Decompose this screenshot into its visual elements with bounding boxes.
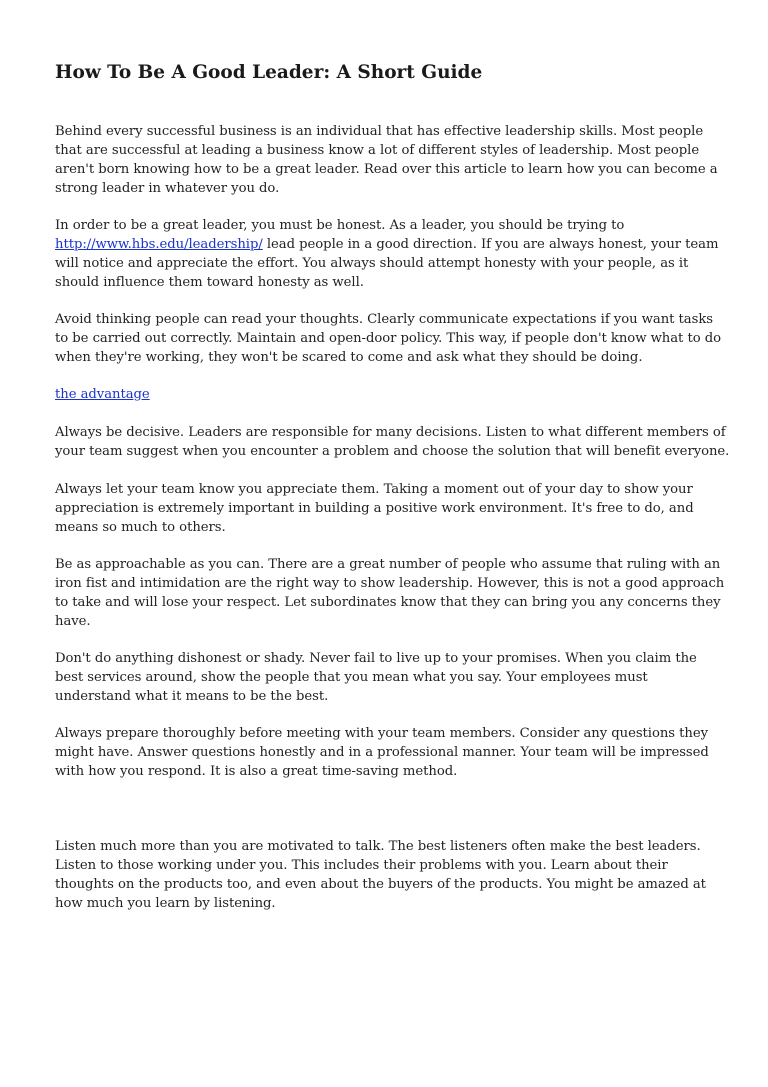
paragraph-intro: [55, 123, 718, 199]
paragraph-appreciate: [55, 481, 694, 538]
text-line: Be as approachable as you can. There are a great number of people who assume that ruling with an: [55, 557, 721, 572]
text-line: iron fist and intimidation are the right way to show leadership. However, this is not a good approach: [55, 575, 725, 591]
text-line: might have. Answer questions honestly and in a professional manner. Your team will be impressed: [55, 744, 709, 760]
text-line: will notice and appreciate the effort. You always should attempt honesty with your people, as it: [55, 255, 689, 271]
text-line: Listen much more than you are motivated to talk. The best listeners often make the best leaders.: [55, 839, 701, 854]
text-line: understand what it means to be the best.: [55, 688, 329, 704]
text-line: to take and will lose your respect. Let subordinates know that they can bring you any concerns they: [55, 594, 721, 610]
text-line: thoughts on the products too, and even about the buyers of the products. You might be amazed at: [55, 876, 706, 892]
text-line: Always let your team know you appreciate them. Taking a moment out of your day to show your: [55, 482, 693, 497]
the-advantage-link[interactable]: the advantage: [55, 387, 150, 402]
text-line: how much you learn by listening.: [55, 895, 276, 911]
text-line: strong leader in whatever you do.: [55, 180, 280, 196]
text-line: have.: [55, 613, 91, 629]
text-line: to be carried out correctly. Maintain and open-door policy. This way, if people don't know what to do: [55, 330, 722, 346]
paragraph-prepare: [55, 725, 709, 782]
hbs-leadership-link[interactable]: http://www.hbs.edu/leadership/: [55, 236, 263, 252]
text-line: In order to be a great leader, you must be honest. As a leader, you should be trying to: [55, 218, 625, 233]
text-line: appreciation is extremely important in building a positive work environment. It's free to do, and: [55, 500, 694, 516]
document-page: [55, 58, 730, 911]
text-line: aren't born knowing how to be a great leader. Read over this article to learn how you can become a: [55, 161, 718, 177]
text-line: should influence them toward honesty as well.: [55, 274, 364, 290]
paragraph-listen: [55, 838, 706, 914]
paragraph-honesty: [55, 217, 718, 293]
paragraph-decisive: [55, 424, 729, 462]
text-fragment: lead people in a good direction. If you are always honest, your team: [262, 236, 719, 252]
text-line: your team suggest when you encounter a problem and choose the solution that will benefit everyone.: [55, 443, 730, 459]
text-line: Always be decisive. Leaders are responsible for many decisions. Listen to what different members of: [55, 425, 726, 440]
text-line: best services around, show the people that you mean what you say. Your employees must: [55, 669, 648, 685]
text-line: Behind every successful business is an individual that has effective leadership skills. Most people: [55, 124, 704, 139]
document-title: How To Be A Good Leader: A Short Guide: [55, 62, 483, 83]
paragraph-dishonest: [55, 650, 697, 707]
text-line: that are successful at leading a business know a lot of different styles of leadership. Most people: [55, 142, 700, 158]
text-line: Always prepare thoroughly before meeting with your team members. Consider any questions they: [55, 726, 709, 741]
text-line: with how you respond. It is also a great time-saving method.: [55, 763, 458, 779]
paragraph-link: [55, 386, 150, 405]
text-line: Don't do anything dishonest or shady. Never fail to live up to your promises. When you claim the: [55, 651, 697, 666]
text-line-with-link: [55, 236, 718, 255]
text-line: means so much to others.: [55, 519, 226, 535]
paragraph-approachable: [55, 556, 724, 632]
text-line: Listen to those working under you. This includes their problems with you. Learn about their: [55, 857, 668, 873]
text-line: Avoid thinking people can read your thoughts. Clearly communicate expectations if you want tasks: [55, 312, 713, 327]
paragraph-communicate: [55, 311, 721, 368]
text-line: when they're working, they won't be scared to come and ask what they should be doing.: [55, 349, 643, 365]
